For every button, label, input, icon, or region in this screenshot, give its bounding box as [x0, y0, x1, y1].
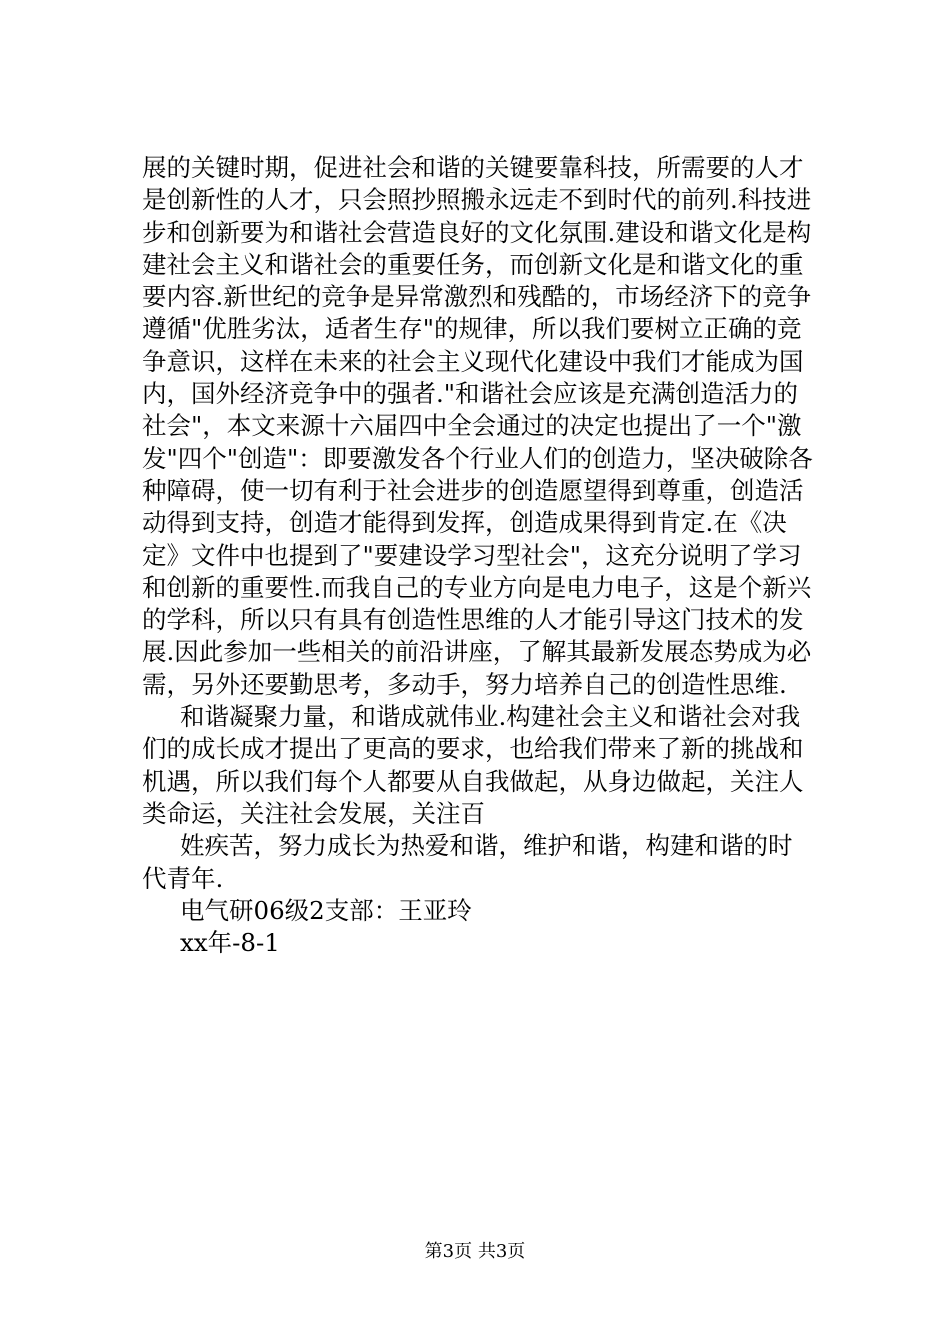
text-line: 展的关键时期，促进社会和谐的关键要靠科技，所需要的人才 [142, 153, 804, 182]
text-line: 内，国外经济竞争中的强者."和谐社会应该是充满创造活力的 [142, 379, 799, 409]
text-line: 们的成长成才提出了更高的要求，也给我们带来了新的挑战和 [142, 734, 804, 764]
text-line: 展.因此参加一些相关的前沿讲座，了解其最新发展态势成为必 [142, 637, 812, 667]
text-line: 需，另外还要勤思考，多动手，努力培养自己的创造性思维. [142, 669, 787, 699]
text-line: 遵循"优胜劣汰，适者生存"的规律，所以我们要树立正确的竞 [142, 314, 802, 344]
text-line: 和谐凝聚力量，和谐成就伟业.构建社会主义和谐社会对我 [180, 702, 801, 732]
text-line: 动得到支持，创造才能得到发挥，创造成果得到肯定.在《决 [142, 508, 787, 538]
text-line: 代青年. [142, 863, 224, 893]
text-line: 是创新性的人才，只会照抄照搬永远走不到时代的前列.科技进 [142, 185, 812, 215]
text-line: 发"四个"创造"：即要激发各个行业人们的创造力，坚决破除各 [142, 443, 813, 473]
text-line: 类命运，关注社会发展，关注百 [142, 798, 485, 828]
text-line: 姓疾苦，努力成长为热爱和谐，维护和谐，构建和谐的时 [180, 831, 793, 861]
page-number-footer: 第3页 共3页 [424, 1241, 526, 1262]
text-line: 建社会主义和谐社会的重要任务，而创新文化是和谐文化的重 [142, 249, 804, 279]
text-line: 机遇，所以我们每个人都要从自我做起，从身边做起，关注人 [142, 766, 804, 796]
date-line: xx年-8-1 [180, 928, 280, 958]
text-line: 步和创新要为和谐社会营造良好的文化氛围.建设和谐文化是构 [142, 217, 812, 247]
text-line: 的学科，所以只有具有创造性思维的人才能引导这门技术的发 [142, 605, 804, 635]
signature-line: 电气研06级2支部：王亚玲 [180, 895, 472, 925]
text-line: 种障碍，使一切有利于社会进步的创造愿望得到尊重，创造活 [142, 475, 804, 505]
text-line: 和创新的重要性.而我自己的专业方向是电力电子，这是个新兴 [142, 572, 812, 602]
body-text [142, 152, 813, 959]
text-line: 争意识，这样在未来的社会主义现代化建设中我们才能成为国 [142, 346, 804, 376]
text-line: 要内容.新世纪的竞争是异常激烈和残酷的，市场经济下的竞争 [142, 282, 812, 312]
text-line: 社会"，本文来源十六届四中全会通过的决定也提出了一个"激 [142, 411, 802, 441]
text-line: 定》文件中也提到了"要建设学习型社会"，这充分说明了学习 [142, 540, 802, 570]
